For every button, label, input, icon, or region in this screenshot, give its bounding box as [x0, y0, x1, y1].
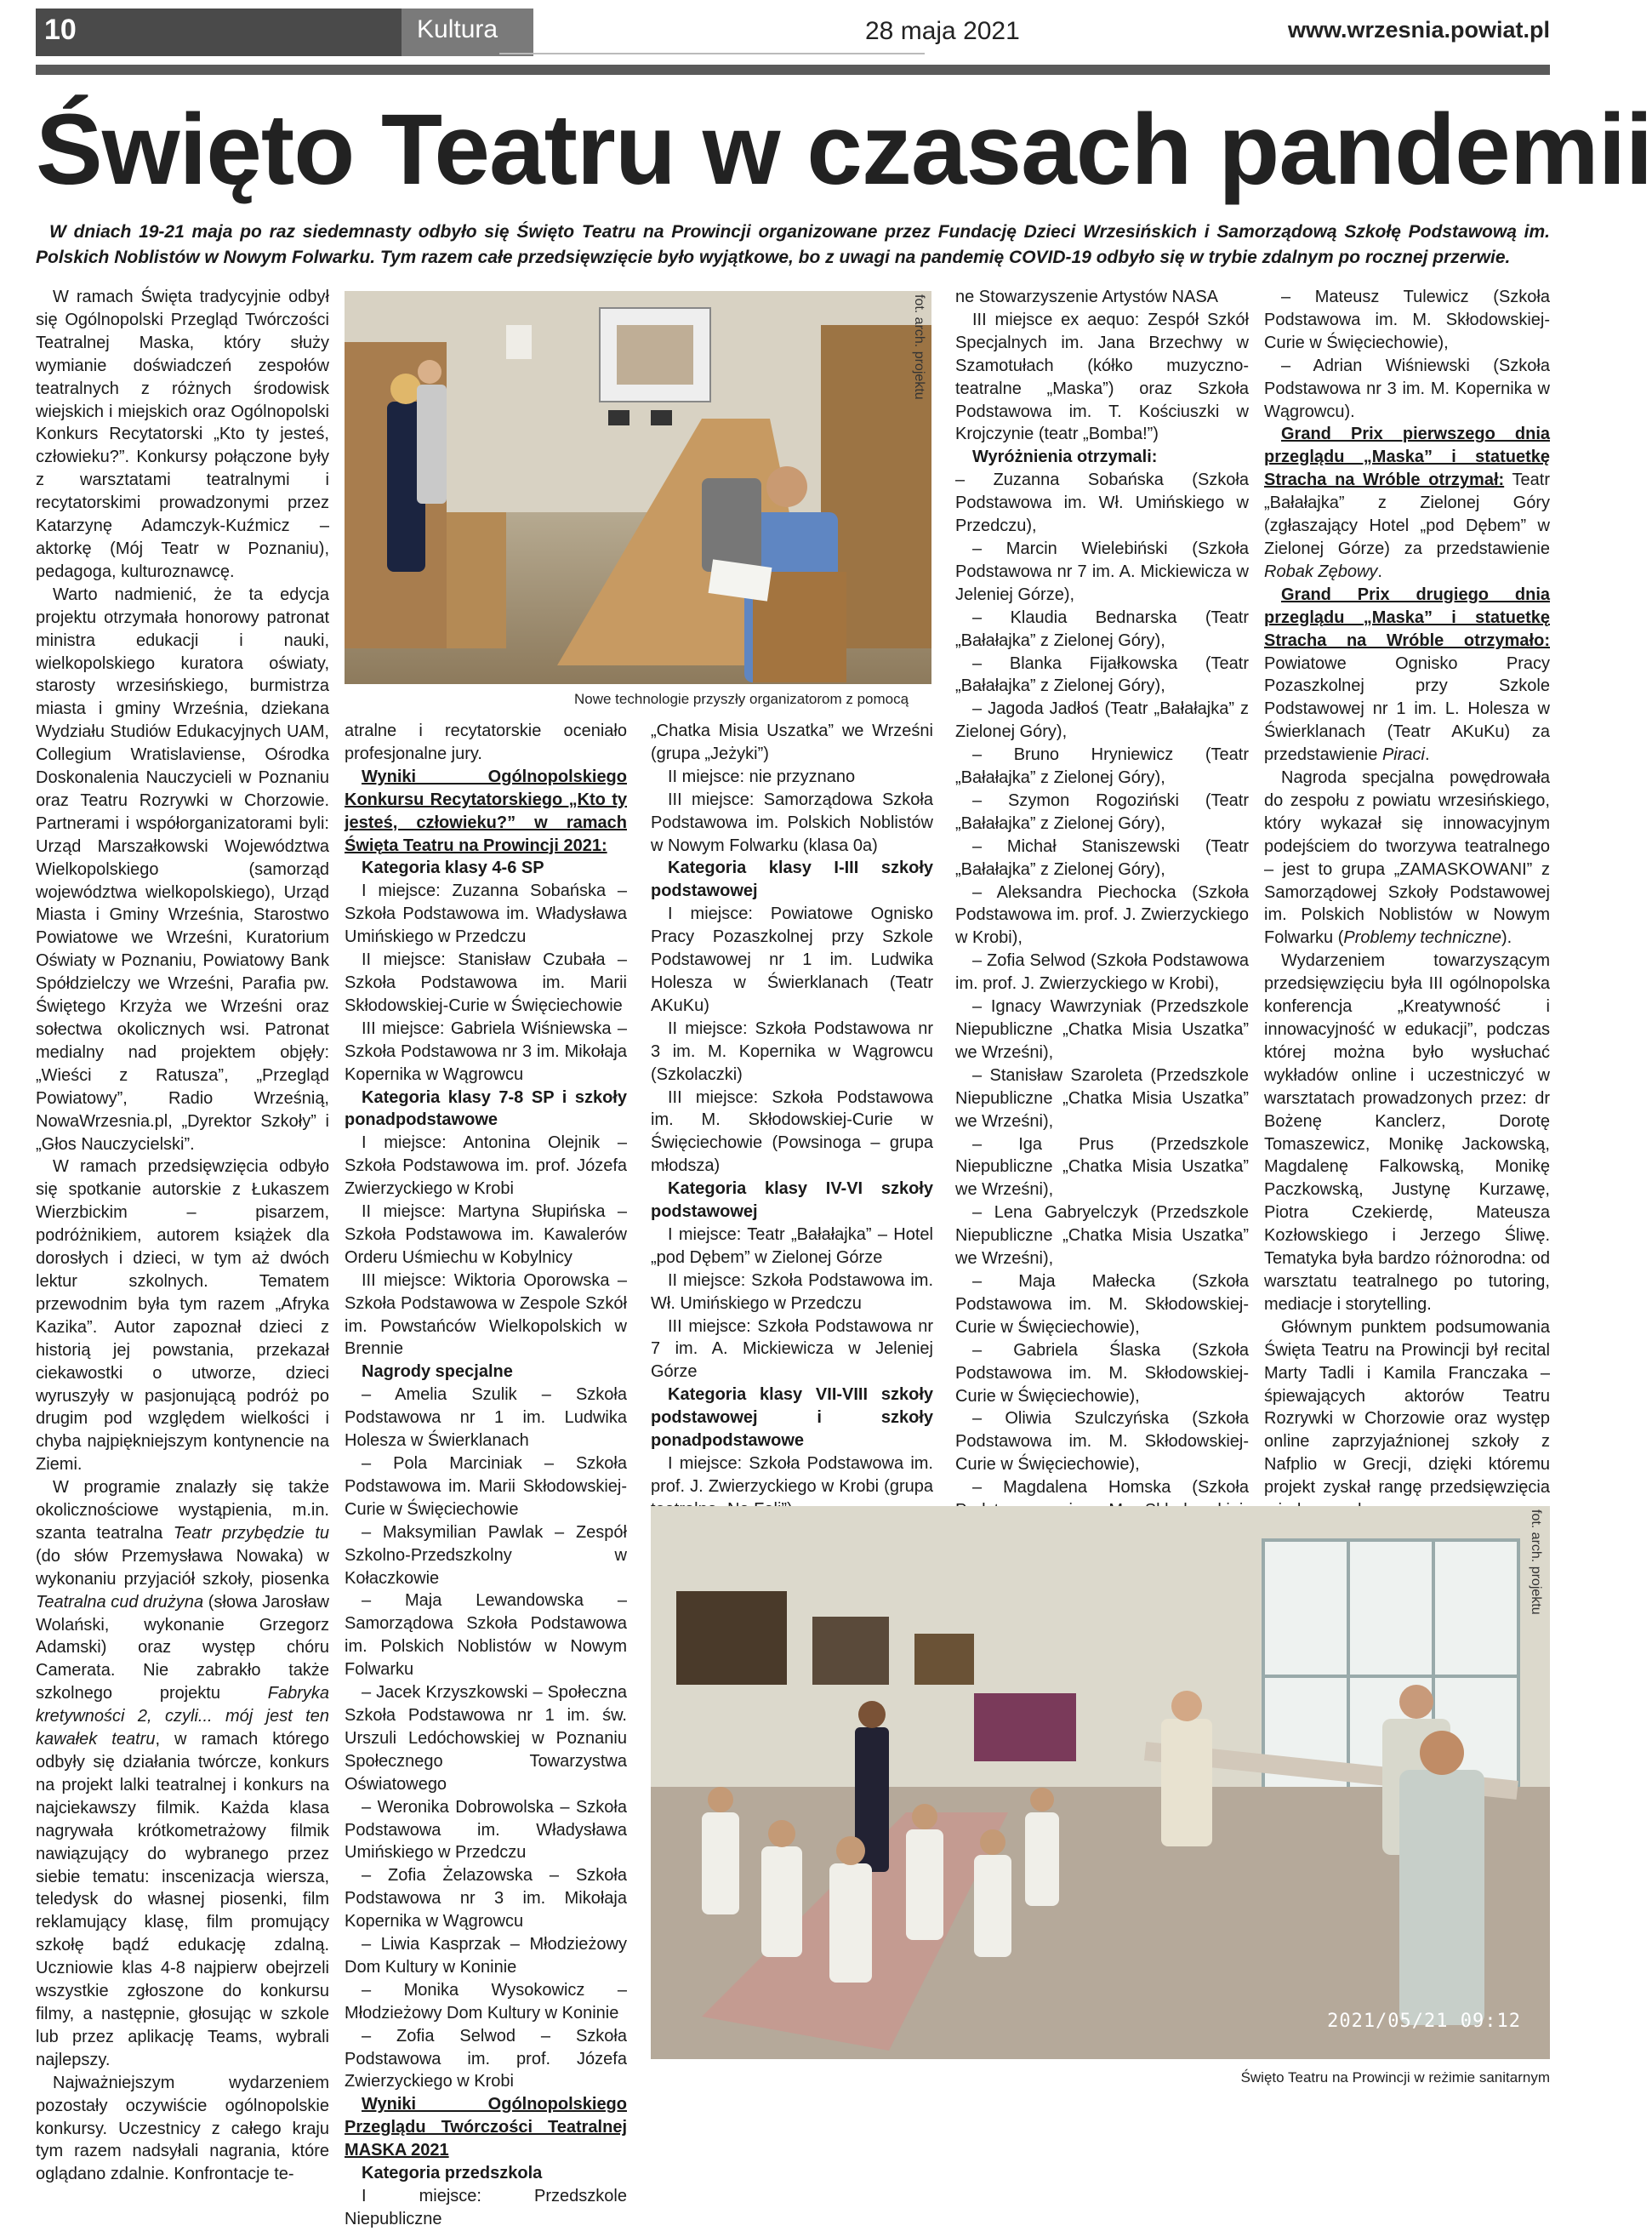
list-item: – Zofia Żelazowska – Szkoła Podstawowa nr 3 im. Mikołaja Kopernika w Wągrowcu — [345, 1866, 627, 1931]
list-item: – Oliwia Szulczyńska (Szkoła Podstawowa im. M. Skłodowskiej-Curie w Święciechowie), — [955, 1409, 1249, 1475]
list-item: I miejsce: Przedszkole Niepubliczne — [345, 2187, 627, 2228]
paragraph: „Chatka Misia Uszatka” we Wrześni (grupa „Jeżyki”) — [651, 722, 933, 763]
list-item: – Maja Małecka (Szkoła Podstawowa im. M. Skłodowskiej-Curie w Święciechowie), — [955, 1271, 1249, 1337]
list-item: – Pola Marciniak – Szkoła Podstawowa im. Marii Skłodowskiej-Curie w Święciechowie — [345, 1454, 627, 1519]
list-item: – Jacek Krzyszkowski – Społeczna Szkoła Podstawowa nr 1 im. św. Urszuli Ledóchowskiej w Poznaniu Społecznego Towarzystwa Oświatowego — [345, 1683, 627, 1794]
category-heading: Kategoria klasy IV-VI szkoły podstawowej — [651, 1179, 933, 1222]
italic-title: Problemy techniczne — [1343, 928, 1502, 948]
list-item: I miejsce: Zuzanna Sobańska – Szkoła Podstawowa im. Władysława Umińskiego w Przedczu — [345, 882, 627, 947]
list-item: – Szymon Rogoziński (Teatr „Bałałajka” z Zielonej Góry), — [955, 790, 1249, 833]
list-item: – Jagoda Jadłoś (Teatr „Bałałajka” z Zielonej Góry), — [955, 699, 1249, 742]
category-heading: Kategoria klasy I-III szkoły podstawowej — [651, 859, 933, 901]
paragraph — [1264, 767, 1550, 950]
italic-title: Teatralna cud drużyna — [36, 1592, 204, 1612]
list-item: II miejsce: Szkoła Podstawowa im. Wł. Umińskiego w Przedczu — [651, 1270, 933, 1313]
text-run: W programie znalazły się także okolicznościowe wystąpienia, m.in. szanta teatralna — [36, 1478, 329, 1543]
school-hall-illustration — [651, 1506, 1550, 2059]
column-3 — [651, 720, 933, 1589]
list-item: II miejsce: Szkoła Podstawowa nr 3 im. M. Kopernika w Wągrowcu (Szkolaczki) — [651, 1018, 933, 1084]
header-rule — [36, 65, 1550, 75]
list-item: II miejsce: nie przyznano — [668, 767, 856, 786]
photo-credit: fot. arch. projektu — [912, 294, 926, 400]
column-4 — [1264, 286, 1550, 1549]
paragraph: Najważniejszym wydarzeniem pozostały oczywiście ogólnopolskie konkursy. Uczestnicy z całego kraju tym razem nadsyłali nagrania, które oglądano zdalnie. Konfrontacje te- — [36, 2073, 329, 2184]
list-item: – Klaudia Bednarska (Teatr „Bałałajka” z Zielonej Góry), — [955, 608, 1249, 650]
italic-title: Teatr przybędzie tu — [173, 1523, 330, 1543]
meeting-room-illustration — [345, 291, 931, 684]
list-item: – Maksymilian Pawlak – Zespół Szkolno-Przedszkolny w Kołaczkowie — [345, 1522, 627, 1588]
list-item: – Blanka Fijałkowska (Teatr „Bałałajka” z Zielonej Góry), — [955, 653, 1249, 696]
list-item: – Stanisław Szaroleta (Przedszkole Niepubliczne „Chatka Misia Uszatka” we Wrześni), — [955, 1065, 1249, 1131]
list-item: III miejsce ex aequo: Zespół Szkół Specjalnych im. Jana Brzechwy w Szamotułach (kółko muzyczno-teatralne „Maska”) oraz Szkoła Podstawowa im. T. Kościuszki w Krojczynie (teatr „Bomba!”) — [955, 310, 1249, 444]
section-heading: Wyniki Ogólnopolskiego Przeglądu Twórczości Teatralnej MASKA 2021 — [345, 2095, 627, 2160]
list-item: – Adrian Wiśniewski (Szkoła Podstawowa nr 3 im. M. Kopernika w Wągrowcu). — [1264, 356, 1550, 421]
list-item: – Marcin Wielebiński (Szkoła Podstawowa nr 7 im. A. Mickiewicza w Jeleniej Górze), — [955, 539, 1249, 604]
category-heading: Kategoria klasy 4-6 SP — [362, 859, 544, 878]
photo-credit: fot. arch. projektu — [1529, 1509, 1543, 1615]
text-run: Nagroda specjalna powędrowała do zespołu z powiatu wrzesińskiego, który wykazał się innowacyjnym podejściem do tworzywa teatralnego – jest to grupa „ZAMASKOWANI” z Samorządowej Szkoły Podstawowej im. Polskich Noblistów w Nowym Folwarku ( — [1264, 768, 1550, 948]
list-item: – Ignacy Wawrzyniak (Przedszkole Niepubliczne „Chatka Misia Uszatka” we Wrześni), — [955, 997, 1249, 1062]
list-item: – Magdalena Homska (Szkoła — [972, 1478, 1249, 1498]
text-run: . — [1424, 745, 1430, 765]
website-link[interactable]: www.wrzesnia.powiat.pl — [1287, 17, 1550, 43]
text-run: Teatr „Bałałajka” z Zielonej Góry (zgłaszający Hotel „pod Dębem” w Zielonej Górze) za przedstawienie — [1264, 471, 1550, 558]
category-heading: Wyróżnienia otrzymali: — [972, 448, 1158, 467]
paragraph: Warto nadmienić, że ta edycja projektu otrzymała honorowy patronat ministra edukacji i nauki, wielkopolskiego kuratora oświaty, starosty wrzesińskiego, burmistrza miasta i gminy Września, dziekana Wydziału Studiów Edukacyjnych UAM, Collegium Wratislaviense, Ośrodka Doskonalenia Nauczycieli w Poznaniu oraz Teatru Rozrywki w Chorzowie. Partnerami i współorganizatorami byli: Urząd Marszałkowski Województwa Wielkopolskiego (samorząd województwa wielkopolskiego), Urząd Miasta i Gminy Września, Starostwo Powiatowe we Wrześni, Kuratorium Oświaty w Poznaniu, Powiatowy Bank Spółdzielczy we Wrześni, Parafia pw. Świętego Krzyża we Wrześni oraz sołectwa okolicznych wsi. Patronat medialny nad projektem objęły: „Wieści z Ratusza”, „Przegląd Powiatowy”, Radio Wrześnią, NowaWrzesnia.pl, „Dyrektor Szkoły” i „Głos Nauczycielski”. — [36, 585, 329, 1154]
italic-title: Fabryka kretywności 2, czyli... mój jest ten kawałek teatru — [36, 1684, 329, 1749]
paragraph: Głównym punktem podsumowania Święta Teatru na Prowincji był recital Marty Tadli i Kamila Franczaka – śpiewających aktorów Teatru Rozrywki w Chorzowie oraz występ online zaprzyjaźnionej szkoły z Nafplio w Grecji, dzięki któremu projekt zyskał rangę przedsięwzięcia — [1264, 1317, 1550, 1498]
grand-prix-heading: Grand Prix pierwszego dnia przeglądu „Maska” i statuetkę Stracha na Wróble otrzymał: — [1264, 425, 1550, 490]
grand-prix-1 — [1264, 423, 1550, 583]
section-heading: Wyniki Ogólnopolskiego Konkursu Recytatorskiego „Kto ty jesteś, człowieku?” w ramach Święta Teatru na Prowincji 2021: — [345, 767, 627, 855]
photo-meeting-room — [345, 291, 931, 684]
paragraph — [36, 1476, 329, 2072]
photo-caption: Święto Teatru na Prowincji w reżimie sanitarnym — [1240, 2069, 1550, 2086]
list-item: III miejsce: Wiktoria Oporowska – Szkoła Podstawowa w Zespole Szkół im. Powstańców Wielkopolskich w Brennie — [345, 1270, 627, 1359]
photo-timestamp: 2021/05/21 09:12 — [1327, 2011, 1521, 2032]
list-item: III miejsce: Szkoła Podstawowa nr 7 im. A. Mickiewicza w Jeleniej Górze — [651, 1316, 933, 1382]
text-run: (do słów Przemysława Nowaka) w wykonaniu przyjaciół szkoły, piosenka — [36, 1546, 329, 1589]
category-heading: Nagrody specjalne — [362, 1362, 513, 1382]
list-item: – Monika Wysokowicz – Młodzieżowy Dom Kultury w Koninie — [345, 1980, 627, 2023]
list-item: – Maja Lewandowska – Samorządowa Szkoła Podstawowa im. Polskich Noblistów w Nowym Folwarku — [345, 1591, 627, 1680]
list-item: I miejsce: Szkoła Podstawowa im. prof. J. Zwierzyckiego w Krobi (grupa — [651, 1454, 933, 1496]
list-item: I miejsce: Teatr „Bałałajka” – Hotel „pod Dębem” w Zielonej Górze — [651, 1224, 933, 1267]
text-run: ). — [1501, 928, 1512, 948]
text-run: (słowa Jarosław Wolański, wykonanie Grzegorz Adamski) oraz występ chóru Camerata. Nie zabrakło także szkolnego projektu — [36, 1592, 329, 1703]
category-heading: Kategoria klasy 7-8 SP i szkoły ponadpodstawowe — [345, 1087, 627, 1130]
list-item: – Zofia Selwod (Szkoła Podstawowa im. prof. J. Zwierzyckiego w Krobi), — [955, 951, 1249, 994]
page-header — [36, 9, 1550, 56]
text-run: . — [1377, 562, 1382, 581]
section-box — [402, 9, 533, 56]
list-item: – Lena Gabryelczyk (Przedszkole Niepubliczne „Chatka Misia Uszatka” we Wrześni), — [955, 1203, 1249, 1269]
list-item: II miejsce: Martyna Słupińska – Szkoła Podstawowa im. Kawalerów Orderu Uśmiechu w Kobylnicy — [345, 1202, 627, 1267]
list-item: – Iga Prus (Przedszkole Niepubliczne „Chatka Misia Uszatka” we Wrześni), — [955, 1134, 1249, 1200]
photo-caption: Nowe technologie przyszły organizatorom z pomocą — [574, 691, 909, 707]
column-2 — [345, 720, 627, 2231]
list-item: – Bruno Hryniewicz (Teatr „Bałałajka” z Zielonej Góry), — [955, 745, 1249, 788]
list-item: II miejsce: Stanisław Czubała – Szkoła Podstawowa im. Marii Skłodowskiej-Curie w Święciechowie — [345, 950, 627, 1015]
list-item: III miejsce: Samorządowa Szkoła Podstawowa im. Polskich Noblistów w Nowym Folwarku (klasa 0a) — [651, 790, 933, 855]
paragraph: ne Stowarzyszenie Artystów NASA — [955, 288, 1219, 306]
paragraph: atralne i recytatorskie oceniało profesjonalne jury. — [345, 722, 627, 763]
category-heading: Kategoria przedszkola — [362, 2164, 543, 2183]
header-divider — [499, 53, 925, 54]
paragraph: Wydarzeniem towarzyszącym przedsięwzięciu była III ogólnopolska konferencja „Kreatywność i innowacyjność w edukacji”, podczas której można było wysłuchać wykładów online i uczestniczyć w warsztatach prowadzonych przez: dr Bożenę Kanclerz, Dorotę Tomaszewicz, Monikę Jackowską, Magdalenę Falkowską, Monikę Paczkowską, Justynę Kurzawę, Piotra Czekierdę, Mateusza Kozłowskiego i Jerzego Śliwę. Tematyka była bardzo różnorodna: od warsztatu teatralnego po tutoring, mediacje i storytelling. — [1264, 951, 1550, 1314]
list-item: – Weronika Dobrowolska – Szkoła Podstawowa im. Władysława Umińskiego w Przedczu — [345, 1797, 627, 1863]
article-title: Święto Teatru w czasach pandemii — [36, 94, 1652, 206]
photo-school-hall — [651, 1506, 1550, 2059]
list-item: III miejsce: Gabriela Wiśniewska – Szkoła Podstawowa nr 3 im. Mikołaja Kopernika w Wągrowcu — [345, 1018, 627, 1084]
list-item: – Liwia Kasprzak – Młodzieżowy Dom Kultury w Koninie — [345, 1935, 627, 1977]
list-item: – Mateusz Tulewicz (Szkoła Podstawowa im. M. Skłodowskiej-Curie w Święciechowie), — [1264, 288, 1550, 352]
italic-title: Piraci — [1381, 745, 1425, 765]
issue-date: 28 maja 2021 — [865, 17, 1020, 45]
list-item: – Zuzanna Sobańska (Szkoła Podstawowa im. Wł. Umińskiego w Przedczu), — [955, 471, 1249, 536]
text-run: Powiatowe Ognisko Pracy Pozaszkolnej przy Szkole Podstawowej nr 1 im. L. Holesza w Świerklanach (Teatr AKuKu) za przedstawienie — [1264, 653, 1550, 765]
list-item: III miejsce: Szkoła Podstawowa im. M. Skłodowskiej-Curie w Święciechowie (Powsinoga – grupa młodsza) — [651, 1087, 933, 1176]
grand-prix-heading: Grand Prix drugiego dnia przeglądu „Maska” i statuetkę Stracha na Wróble otrzymało: — [1264, 585, 1550, 650]
grand-prix-2 — [1264, 584, 1550, 767]
column-3a — [955, 286, 1249, 1545]
page-number: 10 — [44, 14, 77, 46]
paragraph: W ramach Święta tradycyjnie odbył się Ogólnopolski Przegląd Twórczości Teatralnej Maska, który służy wymianie doświadczeń zespołów teatralnych z różnych środowisk wiejskich i miejskich oraz Ogólnopolski Konkurs Recytatorski „Kto ty jesteś, człowieku?”. Konkursy połączone były z warsztatami teatralnymi i recytatorskimi prowadzonymi przez Katarzynę Adamczyk-Kuźmicz – aktorkę (Mój Teatr w Poznaniu), pedagoga, kulturoznawcę. — [36, 288, 329, 581]
text-run: , w ramach którego odbyły się działania twórcze, konkurs na projekt lalki teatralnej i konkurs na najciekawszy filmik. Każda klasa nagrywała krótkometrażowy filmik nawiązujący do wybranego przez siebie tematu: inscenizacja wiersza, teledysk do własnej piosenki, film reklamujący klasę, film promujący szkołę bądź edukację zdalną. Uczniowie klas 4-8 najpierw obejrzeli wszystkie zgłoszone do konkursu filmy, a następnie, głosując w szkole lub przez aplikację Teams, wybrali najlepszy. — [36, 1730, 329, 2069]
list-item: – Michał Staniszewski (Teatr „Bałałajka” z Zielonej Góry), — [955, 836, 1249, 879]
section-name: Kultura — [417, 15, 498, 43]
list-item: I miejsce: Antonina Olejnik – Szkoła Podstawowa im. prof. Józefa Zwierzyckiego w Krobi — [345, 1133, 627, 1199]
paragraph: W ramach przedsięwzięcia odbyło się spotkanie autorskie z Łukaszem Wierzbickim – pisarzem, podróżnikiem, autorem książek dla dorosłych i dzieci, w tym aż dwóch lektur szkolnych. Tematem przewodnim była tym razem „Afryka Kazika”. Autor zapoznał dzieci z historią jej powstania, przekazał ciekawostki o utworze, dzieci wyruszyły w pasjonującą podróż po drugim pod względem wielkości i chyba najpiękniejszym kontynencie na Ziemi. — [36, 1157, 329, 1475]
list-item: – Amelia Szulik – Szkoła Podstawowa nr 1 im. Ludwika Holesza w Świerklanach — [345, 1385, 627, 1451]
article-lead: W dniach 19-21 maja po raz siedemnasty odbyło się Święto Teatru na Prowincji organizowane przez Fundację Dzieci Wrzesińskich i Samorządową Szkołę Podstawową im. Polskich Noblistów w Nowym Folwarku. Tym razem całe przedsięwzięcie było wyjątkowe, bo z uwagi na pandemię COVID-19 odbyło się w trybie zdalnym po rocznej przerwie. — [36, 222, 1550, 267]
column-1 — [36, 286, 329, 2186]
list-item: – Gabriela Ślaska (Szkoła Podstawowa im. M. Skłodowskiej-Curie w Święciechowie), — [955, 1340, 1249, 1406]
list-item: – Zofia Selwod – Szkoła Podstawowa im. prof. Józefa Zwierzyckiego w Krobi — [345, 2026, 627, 2091]
list-item: I miejsce: Powiatowe Ognisko Pracy Pozaszkolnej przy Szkole Podstawowej nr 1 im. Ludwika Holesza w Świerklanach (Teatr AKuKu) — [651, 904, 933, 1015]
italic-title: Robak Zębowy — [1264, 562, 1378, 581]
list-item: – Aleksandra Piechocka (Szkoła Podstawowa im. prof. J. Zwierzyckiego w Krobi), — [955, 882, 1249, 948]
category-heading: Kategoria klasy VII-VIII szkoły podstawowej i szkoły ponadpodstawowe — [651, 1385, 933, 1451]
